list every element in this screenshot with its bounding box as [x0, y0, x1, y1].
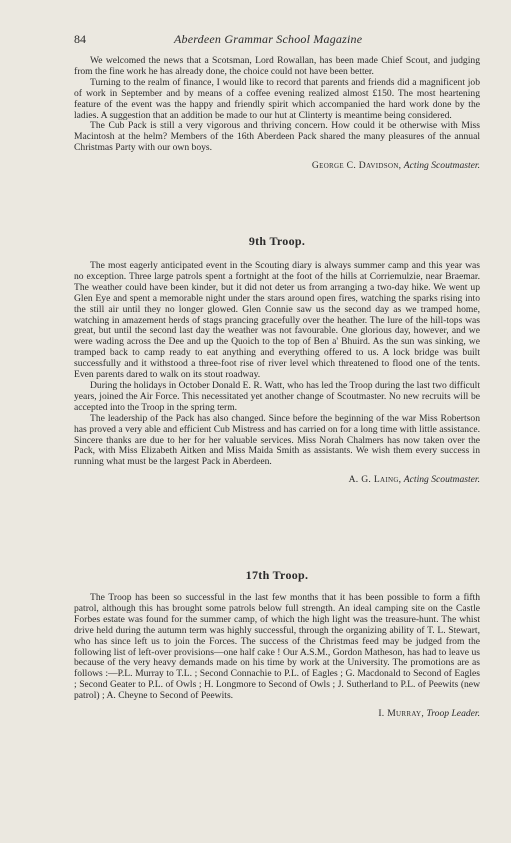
signature-name: I. Murray, [378, 708, 425, 720]
troop-9-paragraph: During the holidays in October Donald E. R. Watt, who has led the Troop during the last two difficult years, joined the Air Force. This necessitated yet another change of Scoutmaster. No new recruits will be accepted into the Troop in the spring term. [74, 379, 480, 413]
intro-paragraph: The Cub Pack is still a very vigorous and thriving concern. How could it be otherwise with Miss Macintosh at the helm? Members of the 16th Aberdeen Pack shared the many pleasures of the annual Christmas Party with our own boys. [74, 120, 480, 154]
signature-role: Troop Leader. [426, 708, 480, 720]
signature-name: George C. Davidson, [311, 160, 402, 172]
signature-role: Acting Scoutmaster. [403, 474, 480, 486]
page-number: 84 [74, 32, 86, 46]
intro-signature [74, 160, 480, 171]
journal-title: Aberdeen Grammar School Magazine [174, 32, 363, 46]
troop-9-paragraph: The most eagerly anticipated event in the Scouting diary is always summer camp and this year was no exception. Three large patrols spent a fortnight at the foot of the hills at Corriemulzie, near Braemar. The weather could have been kinder, but it did not deter us from arranging a two-day hike. We went up Glen Eye and spent a memorable night under the stars around open fires, watching the sparks rising into the still air until they no longer glowed. Glen Connie saw us the second day as we tramped home, watching in amazement herds of stags prancing gracefully over the heather. The lure of the hill-tops was great, but until the second last day the weather was not favourable. One glorious day, however, and we were wading across the Dee and up the Quoich to the top of Ben a' Bhuird. As the sun was sinking, we tramped back to camp ready to eat anything and everything offered to us. A lock bridge was built successfully and it withstood a three-foot rise of river level which threatened to flood one of the tents. Even parents dared to walk on its stout roadway. [74, 260, 480, 381]
troop-17-section [74, 568, 480, 719]
troop-17-signature [74, 708, 480, 719]
troop-9-section [74, 234, 480, 485]
section-heading-9th-troop: 9th Troop. [248, 234, 306, 248]
signature-role: Acting Scoutmaster. [403, 160, 480, 172]
intro-section [74, 56, 480, 171]
section-heading-17th-troop: 17th Troop. [245, 568, 309, 582]
intro-paragraph: Turning to the realm of finance, I would like to record that parents and friends did a magnificent job of work in September and by means of a coffee evening realized almost £150. The most heartening feature of the event was the happy and friendly spirit which accompanied the hard work done by the ladies. A suggestion that an addition be made to our hut at Clinterty is meantime being considered. [74, 76, 480, 121]
troop-17-paragraph: The Troop has been so successful in the last few months that it has been possible to form a fifth patrol, although this has brought some patrols below full strength. An ideal camping site on the Castle Forbes estate was found for the summer camp, of which the high light was the treasure-hunt. The whist drive held during the autumn term was highly successful, through the organizing ability of T. L. Stewart, who has since left us to join the Forces. The success of the Christmas feed may be judged from the following list of left-over provisions—one half cake ! Our A.S.M., Gordon Matheson, has had to leave us because of the very heavy demands made on his time by work at the University. The promotions are as follows :—P.L. Murray to T.L. ; Second Connachie to P.L. of Eagles ; G. Macdonald to Second of Eagles ; Second Geater to P.L. of Owls ; H. Longmore to Second of Owls ; J. Sutherland to P.L. of Peewits (new patrol) ; A. Cheyne to Second of Peewits. [74, 592, 480, 702]
running-header [74, 32, 480, 48]
troop-9-signature [74, 474, 480, 485]
intro-paragraph: We welcomed the news that a Scotsman, Lord Rowallan, has been made Chief Scout, and judging from the fine work he has already done, the choice could not have been better. [74, 55, 480, 77]
troop-9-paragraph: The leadership of the Pack has also changed. Since before the beginning of the war Miss Robertson has proved a very able and efficient Cub Mistress and has carried on for a long time with little assistance. Sincere thanks are due to her for her valuable services. Miss Norah Chalmers has now taken over the Pack, with Miss Elizabeth Aitken and Miss Maida Smith as assistants. We wish them every success in running what must be the largest Pack in Aberdeen. [74, 412, 480, 468]
signature-name: A. G. Laing, [348, 474, 402, 486]
